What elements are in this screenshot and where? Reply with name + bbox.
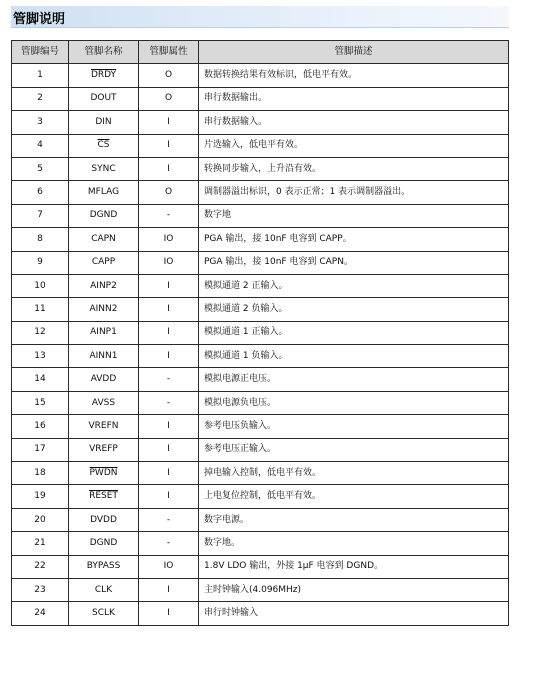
table-row — [12, 157, 509, 180]
pin-name-cell — [69, 251, 139, 274]
pin-description-text: 模拟电源负电压。 — [204, 397, 277, 408]
pin-number-cell — [12, 578, 69, 601]
pin-attribute-text: IO — [163, 257, 174, 268]
pin-description-cell — [199, 391, 509, 414]
section-title: 管脚说明 — [13, 12, 66, 27]
pin-name-text: DGND — [89, 537, 118, 548]
table-row — [12, 368, 509, 391]
pin-number-text: 7 — [37, 210, 43, 221]
pin-number-text: 9 — [37, 257, 43, 268]
pin-description-cell — [199, 415, 509, 438]
pin-table — [11, 40, 509, 626]
table-row — [12, 508, 509, 531]
pin-description-text: 参考电压正输入。 — [204, 444, 277, 455]
table-row — [12, 462, 509, 485]
pin-description-cell — [199, 321, 509, 344]
pin-number-text: 18 — [34, 467, 46, 478]
pin-name-cell — [69, 462, 139, 485]
pin-name-text: PWDN — [89, 467, 118, 478]
pin-attribute-text: I — [167, 444, 170, 455]
pin-description-text: 调制器溢出标识，0 表示正常；1 表示调制器溢出。 — [204, 187, 411, 198]
pin-attribute-text: I — [167, 116, 170, 127]
header-pin-attribute: 管脚属性 — [139, 41, 199, 64]
pin-description-text: 上电复位控制，低电平有效。 — [204, 491, 322, 502]
table-row — [12, 134, 509, 157]
pin-attribute-cell — [139, 578, 199, 601]
pin-description-cell — [199, 134, 509, 157]
table-row — [12, 345, 509, 368]
pin-attribute-text: IO — [163, 233, 174, 244]
pin-number-cell — [12, 64, 69, 87]
pin-attribute-text: I — [167, 491, 170, 502]
pin-description-text: 串行数据输出。 — [204, 93, 268, 104]
pin-number-text: 2 — [37, 93, 43, 104]
pin-number-text: 17 — [34, 444, 46, 455]
pin-attribute-text: O — [164, 93, 173, 104]
pin-number-text: 12 — [34, 327, 46, 338]
pin-description-text: 数字地。 — [204, 537, 241, 548]
pin-attribute-text: - — [166, 537, 171, 548]
pin-name-cell — [69, 134, 139, 157]
pin-description-cell — [199, 64, 509, 87]
pin-name-cell — [69, 298, 139, 321]
pin-description-cell — [199, 87, 509, 110]
pin-name-text: DIN — [95, 116, 112, 127]
pin-attribute-text: I — [167, 327, 170, 338]
pin-attribute-cell — [139, 64, 199, 87]
table-row — [12, 204, 509, 227]
pin-attribute-cell — [139, 157, 199, 180]
pin-description-text: PGA 输出，接 10nF 电容到 CAPP。 — [204, 233, 352, 244]
pin-name-cell — [69, 415, 139, 438]
pin-attribute-text: O — [164, 70, 173, 81]
section-title-bar — [11, 6, 509, 28]
pin-description-text: 转换同步输入，上升沿有效。 — [204, 163, 322, 174]
pin-name-cell — [69, 321, 139, 344]
pin-description-text: 模拟通道 1 负输入。 — [204, 350, 288, 361]
pin-name-text: VREFN — [88, 420, 119, 431]
pin-name-cell — [69, 87, 139, 110]
pin-attribute-cell — [139, 462, 199, 485]
pin-description-cell — [199, 181, 509, 204]
pin-name-cell — [69, 274, 139, 297]
pin-description-text: 数据转换结果有效标识，低电平有效。 — [204, 70, 358, 81]
pin-number-text: 3 — [37, 116, 43, 127]
pin-description-text: 数字电源。 — [204, 514, 250, 525]
pin-attribute-text: - — [166, 514, 171, 525]
pin-name-text: CLK — [94, 584, 113, 595]
pin-name-text: MFLAG — [87, 187, 120, 198]
pin-attribute-text: I — [167, 467, 170, 478]
pin-number-text: 16 — [34, 420, 46, 431]
pin-number-cell — [12, 204, 69, 227]
pin-number-text: 24 — [34, 608, 46, 619]
pin-attribute-cell — [139, 438, 199, 461]
table-row — [12, 228, 509, 251]
pin-attribute-text: O — [164, 187, 173, 198]
pin-name-cell — [69, 181, 139, 204]
pin-name-cell — [69, 157, 139, 180]
pin-description-text: 主时钟输入(4.096MHz) — [204, 584, 302, 595]
pin-number-text: 6 — [37, 187, 43, 198]
pin-number-cell — [12, 438, 69, 461]
pin-description-cell — [199, 251, 509, 274]
pin-attribute-cell — [139, 508, 199, 531]
pin-attribute-cell — [139, 555, 199, 578]
table-row — [12, 485, 509, 508]
pin-number-text: 13 — [34, 350, 46, 361]
pin-name-text: CAPN — [91, 233, 116, 244]
pin-name-cell — [69, 204, 139, 227]
pin-description-cell — [199, 578, 509, 601]
pin-description-text: 串行时钟输入 — [204, 608, 259, 619]
pin-attribute-text: - — [166, 397, 171, 408]
pin-name-text: SYNC — [91, 163, 116, 174]
pin-description-text: 模拟电源正电压。 — [204, 374, 277, 385]
pin-name-text: $\overline{CS}$ — [97, 140, 110, 151]
pin-attribute-text: I — [167, 163, 170, 174]
pin-description-text: 1.8V LDO 输出，外接 1μF 电容到 DGND。 — [204, 561, 383, 572]
pin-name-cell — [69, 602, 139, 625]
pin-name-text: DVDD — [90, 514, 117, 525]
pin-attribute-cell — [139, 228, 199, 251]
pin-number-text: 14 — [34, 374, 46, 385]
pin-number-cell — [12, 532, 69, 555]
table-row — [12, 181, 509, 204]
pin-name-text: SCLK — [92, 608, 115, 619]
pin-attribute-cell — [139, 204, 199, 227]
pin-attribute-text: I — [167, 280, 170, 291]
pin-number-cell — [12, 274, 69, 297]
pin-name-cell — [69, 555, 139, 578]
pin-number-text: 22 — [34, 561, 46, 572]
pin-number-cell — [12, 462, 69, 485]
pin-attribute-cell — [139, 87, 199, 110]
pin-name-cell — [69, 485, 139, 508]
pin-description-cell — [199, 274, 509, 297]
pin-name-cell — [69, 532, 139, 555]
pin-description-cell — [199, 532, 509, 555]
pin-description-cell — [199, 157, 509, 180]
pin-number-text: 1 — [37, 70, 43, 81]
pin-name-cell — [69, 578, 139, 601]
pin-name-text: DRDY — [90, 70, 117, 81]
pin-number-text: 5 — [37, 163, 43, 174]
pin-description-cell — [199, 368, 509, 391]
pin-number-text: 20 — [34, 514, 46, 525]
table-row — [12, 391, 509, 414]
pin-name-text: AINN1 — [89, 350, 118, 361]
pin-name-cell — [69, 508, 139, 531]
pin-description-cell — [199, 438, 509, 461]
pin-name-text: AINN2 — [89, 303, 118, 314]
pin-name-cell — [69, 391, 139, 414]
pin-attribute-text: I — [167, 303, 170, 314]
pin-description-cell — [199, 111, 509, 134]
pin-description-text: 数字地 — [204, 210, 232, 221]
table-row — [12, 251, 509, 274]
pin-description-text: 参考电压负输入。 — [204, 420, 277, 431]
pin-description-cell — [199, 508, 509, 531]
pin-description-text: PGA 输出，接 10nF 电容到 CAPN。 — [204, 257, 353, 268]
table-row — [12, 532, 509, 555]
table-row — [12, 555, 509, 578]
pin-description-cell — [199, 555, 509, 578]
table-row — [12, 415, 509, 438]
pin-attribute-cell — [139, 298, 199, 321]
pin-attribute-cell — [139, 415, 199, 438]
table-row — [12, 438, 509, 461]
table-row — [12, 602, 509, 625]
pin-attribute-cell — [139, 111, 199, 134]
table-row — [12, 321, 509, 344]
pin-name-cell — [69, 345, 139, 368]
pin-description-text: 模拟通道 1 正输入。 — [204, 327, 288, 338]
pin-number-cell — [12, 555, 69, 578]
pin-name-text: AVSS — [91, 397, 116, 408]
pin-number-cell — [12, 181, 69, 204]
pin-number-cell — [12, 298, 69, 321]
pin-name-text: DOUT — [90, 93, 117, 104]
pin-number-text: 19 — [34, 491, 46, 502]
pin-attribute-text: - — [166, 374, 171, 385]
pin-attribute-cell — [139, 532, 199, 555]
pin-name-cell — [69, 111, 139, 134]
pin-name-text: RESET — [89, 491, 118, 502]
pin-number-cell — [12, 602, 69, 625]
pin-attribute-cell — [139, 602, 199, 625]
pin-attribute-cell — [139, 321, 199, 344]
pin-attribute-text: IO — [163, 561, 174, 572]
pin-description-cell — [199, 345, 509, 368]
pin-attribute-text: I — [167, 140, 170, 151]
pin-description-text: 串行数据输入。 — [204, 116, 268, 127]
pin-number-text: 11 — [34, 303, 46, 314]
pin-description-cell — [199, 228, 509, 251]
pin-number-text: 8 — [37, 233, 43, 244]
pin-attribute-text: I — [167, 608, 170, 619]
pin-number-cell — [12, 368, 69, 391]
pin-description-text: 片选输入，低电平有效。 — [204, 140, 304, 151]
pin-description-cell — [199, 298, 509, 321]
pin-number-cell — [12, 415, 69, 438]
pin-number-cell — [12, 251, 69, 274]
pin-attribute-text: I — [167, 420, 170, 431]
header-pin-name: 管脚名称 — [69, 41, 139, 64]
pin-number-text: 21 — [34, 537, 46, 548]
pin-name-text: AINP1 — [90, 327, 117, 338]
pin-number-text: 23 — [34, 584, 46, 595]
pin-name-cell — [69, 64, 139, 87]
table-row — [12, 274, 509, 297]
pin-attribute-cell — [139, 485, 199, 508]
pin-attribute-cell — [139, 274, 199, 297]
table-row — [12, 298, 509, 321]
pin-attribute-cell — [139, 391, 199, 414]
header-pin-description: 管脚描述 — [199, 41, 509, 64]
pin-name-text: AVDD — [90, 374, 117, 385]
pin-number-cell — [12, 157, 69, 180]
pin-number-text: 10 — [34, 280, 46, 291]
pin-description-cell — [199, 602, 509, 625]
pin-description-cell — [199, 204, 509, 227]
pin-number-text: 4 — [37, 140, 43, 151]
pin-description-text: 模拟通道 2 负输入。 — [204, 303, 288, 314]
pin-name-text: VREFP — [89, 444, 118, 455]
pin-attribute-cell — [139, 251, 199, 274]
pin-attribute-text: - — [166, 210, 171, 221]
pin-number-cell — [12, 87, 69, 110]
pin-description-cell — [199, 485, 509, 508]
pin-attribute-text: I — [167, 584, 170, 595]
pin-name-cell — [69, 368, 139, 391]
pin-name-cell — [69, 228, 139, 251]
table-row — [12, 87, 509, 110]
pin-attribute-cell — [139, 134, 199, 157]
table-row — [12, 64, 509, 87]
pin-name-cell — [69, 438, 139, 461]
pin-number-cell — [12, 228, 69, 251]
pin-description-text: 模拟通道 2 正输入。 — [204, 280, 288, 291]
pin-name-text: BYPASS — [86, 561, 121, 572]
pin-number-cell — [12, 111, 69, 134]
pin-number-cell — [12, 391, 69, 414]
pin-attribute-cell — [139, 345, 199, 368]
table-header-row — [12, 41, 509, 64]
table-row — [12, 111, 509, 134]
table-row — [12, 578, 509, 601]
pin-name-text: CAPP — [91, 257, 116, 268]
pin-number-cell — [12, 321, 69, 344]
pin-name-text: DGND — [89, 210, 118, 221]
pin-description-cell — [199, 462, 509, 485]
pin-name-text: AINP2 — [90, 280, 117, 291]
pin-attribute-cell — [139, 181, 199, 204]
pin-number-cell — [12, 345, 69, 368]
pin-attribute-cell — [139, 368, 199, 391]
pin-attribute-text: I — [167, 350, 170, 361]
pin-number-text: 15 — [34, 397, 46, 408]
pin-number-cell — [12, 134, 69, 157]
pin-number-cell — [12, 485, 69, 508]
header-pin-number: 管脚编号 — [12, 41, 69, 64]
pin-table-body — [12, 64, 509, 625]
pin-description-text: 掉电输入控制，低电平有效。 — [204, 467, 322, 478]
pin-number-cell — [12, 508, 69, 531]
